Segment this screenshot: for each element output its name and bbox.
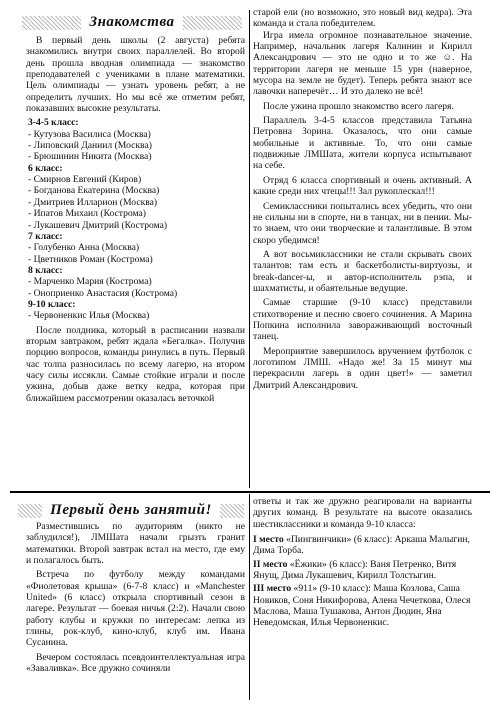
section1-intro: В первый день школы (2 августа) ребята знакомились внутри своих параллелей. Во второй день прошла вводная олимпиада — знакомство преподавателей с учениками в плане математики. Цель олимпиады — узнать уровень ребят, а не определить лучших. Но мы всё же отметим ребят, показавших высокие результаты. (26, 35, 245, 115)
student-entry: - Ипатов Михаил (Кострома) (28, 208, 146, 220)
column-divider (249, 10, 250, 488)
class-heading: 9-10 класс: (28, 298, 76, 310)
place-entry (253, 559, 472, 582)
student-entry: - Смирнов Евгений (Киров) (28, 174, 142, 186)
student-entry: - Червоненкис Илья (Москва) (28, 310, 150, 322)
section1-after: После полдника, который в расписании назвали вторым завтраком, ребят ждала «Бегалка». Получив порцию вопросов, команды ринулись в путь. Первый час толпа разносилась по всему лагерю, на втором часу силы иссякли. Самые стойкие играли и после ужина, добыв даже ветку кедра, которая при ближайшем рассмотрении оказалась веточкой (26, 324, 245, 404)
section2-col2-p1: ответы и так же дружно реагировали на варианты других команд. В результате на высоте оказались шестиклассники и команда 9-10 класса: (253, 496, 472, 530)
student-entry: - Брюшинин Никита (Москва) (28, 151, 152, 163)
class-heading: 3-4-5 класс: (28, 117, 79, 129)
section1-left-column (26, 35, 245, 404)
student-entry: - Кутузова Василиса (Москва) (28, 128, 151, 140)
section1-col2-p5: Отряд 6 класса спортивный и очень активный. А какие среди них чтецы!!! Зал рукоплескал!!! (253, 174, 472, 198)
game-results-list (253, 534, 472, 629)
place-entry (253, 583, 472, 628)
section2-p3: Вечером состоялась псевдоинтеллектуальная игра «Заваливка». Все дружно сочиняли (26, 651, 245, 675)
section1-col2-p1: старой ели (но возможно, это новый вид кедра). Эта команда и стала победителем. (253, 7, 472, 30)
class-heading: 7 класс: (28, 230, 63, 242)
section2-left-column (26, 521, 245, 674)
place-team: «Пингвинчики» (6 класс): Аркаша Малыгин, Дима Торба. (253, 534, 470, 557)
student-entry: - Голубенко Анна (Москва) (28, 242, 140, 254)
section2-right-column (253, 496, 472, 631)
section1-col2-p2: Игра имела огромное познавательное значение. Например, начальник лагеря Калинин и Кирилл Александрович — это не одно и то же ☺. На территории лагеря не меньше 15 урн (наверное, мусора на земле не будет). Теперь ребята знают все лавочки наперечёт… И это далеко не всё! (253, 29, 472, 98)
place-label: II место (253, 558, 288, 570)
student-entry: - Дмитриев Илларион (Москва) (28, 196, 158, 208)
student-entry: - Богданова Екатерина (Москва) (28, 185, 160, 197)
section2-p2: Встреча по футболу между командами «Фиолетовая крыша» (6-7-8 класс) и «Manchester United» (6 класс) открыла спортивный сезон в лагере. Результат — боевая ничья (2:2). Начали свою работу клубы и кружки по интересам: лепка из глины, рок-клуб, кино-клуб, клуб им. Ивана Сусанина. (26, 569, 245, 649)
section1-col2-p3: После ужина прошло знакомство всего лагеря. (263, 100, 454, 112)
place-label: I место (253, 534, 284, 546)
student-entry: - Марченко Мария (Кострома) (28, 276, 152, 288)
place-team: «911» (9-10 класс): Маша Козлова, Саша Новиков, Соня Никифорова, Алена Чечеткова, Олеся Маслова, Маша Тушакова, Антон Дюдин, Яна Неведомская, Илья Червоненкис. (253, 583, 471, 629)
student-entry: - Лукашевич Дмитрий (Кострома) (28, 219, 168, 231)
section1-right-column (253, 7, 472, 391)
section1-col2-p9: Мероприятие завершилось вручением футболок с логотипом ЛМШ. «Надо же! За 15 минут мы перекрасили лагерь в один цвет!» — заметил Дмитрий Александрович. (253, 345, 472, 391)
section1-header (22, 12, 242, 34)
student-entry: - Оноприенко Анастасия (Кострома) (28, 287, 178, 299)
place-team: «Ёжики» (6 класс): Ваня Петренко, Витя Янущ, Дима Лукашевич, Кирилл Толстыгин. (253, 558, 457, 582)
section1-col2-p7: А вот восьмиклассники не стали скрывать своих талантов: там есть и баскетболисты-виртуозы, и break-dancer-ы, и автор-исполнитель рэпа, и шахматисты, и обаятельные ведущие. (253, 248, 472, 294)
section1-col2-p8: Самые старшие (9-10 класс) представили стихотворение и песню своего сочинения. А Марина Попкина исполнила завораживающий восточный танец. (253, 297, 472, 343)
section-separator (10, 491, 490, 493)
section1-title: Знакомства (81, 14, 182, 30)
section2-p1: Разместившись по аудиториям (никто не заблудился!), ЛМШата начали грызть гранит математики. Второй завтрак встал на место, где ему и полагалось быть. (26, 521, 245, 567)
section2-header (18, 500, 244, 522)
olympiad-results-list (26, 117, 245, 321)
section2-title: Первый день занятий! (42, 502, 220, 518)
section1-col2-p6: Семиклассники попытались всех убедить, что они не сильны ни в спорте, ни в танцах, ни в пении. Мы-то знаем, что они творческие и талантливые. В этом скоро убедимся! (253, 200, 472, 246)
column-divider-2 (249, 494, 250, 700)
student-entry: - Цветников Роман (Кострома) (28, 253, 153, 265)
class-heading: 8 класс: (28, 264, 63, 276)
class-heading: 6 класс: (28, 162, 63, 174)
section1-col2-p4: Параллель 3-4-5 классов представила Татьяна Петровна Зорина. Оказалось, что они самые мобильные и активные. То, что они самые подвижные ЛМШата, жители корпуса испытывают на себе. (253, 115, 472, 172)
student-entry: - Липовский Даниил (Москва) (28, 140, 152, 152)
place-label: III место (253, 583, 292, 595)
place-entry (253, 534, 472, 557)
